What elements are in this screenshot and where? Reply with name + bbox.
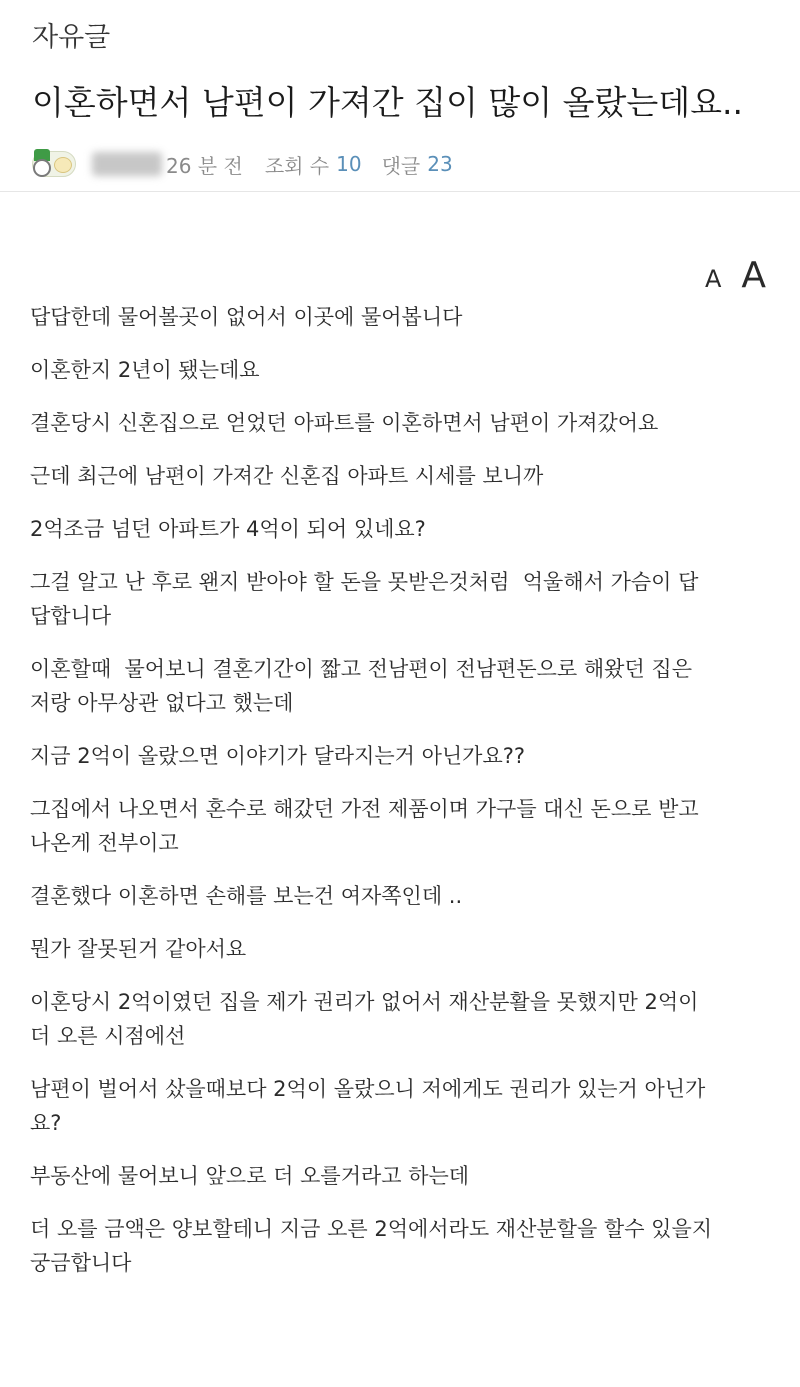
post-header [0, 0, 800, 192]
post-paragraph: 뭔가 잘못된거 같아서요 [30, 937, 247, 961]
post-paragraph: 이혼할때 물어보니 결혼기간이 짧고 전남편이 전남편돈으로 해왔던 집은 저랑 아무상관 없다고 했는데 [30, 657, 692, 715]
font-increase-button[interactable]: A [741, 255, 766, 296]
post-time: 26 분 전 [166, 153, 243, 178]
post-body [30, 300, 770, 1299]
views-count: 10 [336, 152, 362, 176]
font-size-controls [705, 256, 766, 296]
board-name[interactable]: 자유글 [32, 22, 111, 53]
post-paragraph: 부동산에 물어보니 앞으로 더 오를거라고 하는데 [30, 1164, 470, 1188]
post-paragraph: 결혼했다 이혼하면 손해를 보는건 여자쪽인데 .. [30, 884, 463, 908]
post-paragraph: 2억조금 넘던 아파트가 4억이 되어 있네요? [30, 517, 426, 541]
font-decrease-button[interactable]: A [704, 265, 722, 293]
post-paragraph: 더 오를 금액은 양보할테니 지금 오른 2억에서라도 재산분할을 할수 있을지 궁금합니다 [30, 1217, 713, 1275]
post-paragraph: 이혼당시 2억이였던 집을 제가 권리가 없어서 재산분활을 못했지만 2억이 더 오른 시점에선 [30, 990, 699, 1048]
comments-label[interactable]: 댓글 [381, 153, 421, 178]
post-meta [32, 146, 768, 182]
post-paragraph: 그걸 알고 난 후로 왠지 받아야 할 돈을 못받은것처럼 억울해서 가슴이 답 답합니다 [30, 570, 699, 628]
comments-count[interactable]: 23 [427, 152, 453, 176]
views-label: 조회 수 [264, 153, 330, 178]
post-title: 이혼하면서 남편이 가져간 집이 많이 올랐는데요.. [32, 83, 743, 122]
post-paragraph: 남편이 벌어서 샀을때보다 2억이 올랐으니 저에게도 권리가 있는거 아닌가 요? [30, 1077, 706, 1135]
avatar-icon[interactable] [32, 149, 78, 179]
post-paragraph: 근데 최근에 남편이 가져간 신혼집 아파트 시세를 보니까 [30, 464, 544, 488]
post-paragraph: 그집에서 나오면서 혼수로 해갔던 가전 제품이며 가구들 대신 돈으로 받고 나온게 전부이고 [30, 797, 699, 855]
post-paragraph: 결혼당시 신혼집으로 얻었던 아파트를 이혼하면서 남편이 가져갔어요 [30, 411, 659, 435]
post-paragraph: 지금 2억이 올랐으면 이야기가 달라지는거 아닌가요?? [30, 744, 526, 768]
author-nickname-blurred[interactable] [92, 152, 162, 176]
post-paragraph: 답답한데 물어볼곳이 없어서 이곳에 물어봅니다 [30, 305, 463, 329]
post-paragraph: 이혼한지 2년이 됐는데요 [30, 358, 260, 382]
